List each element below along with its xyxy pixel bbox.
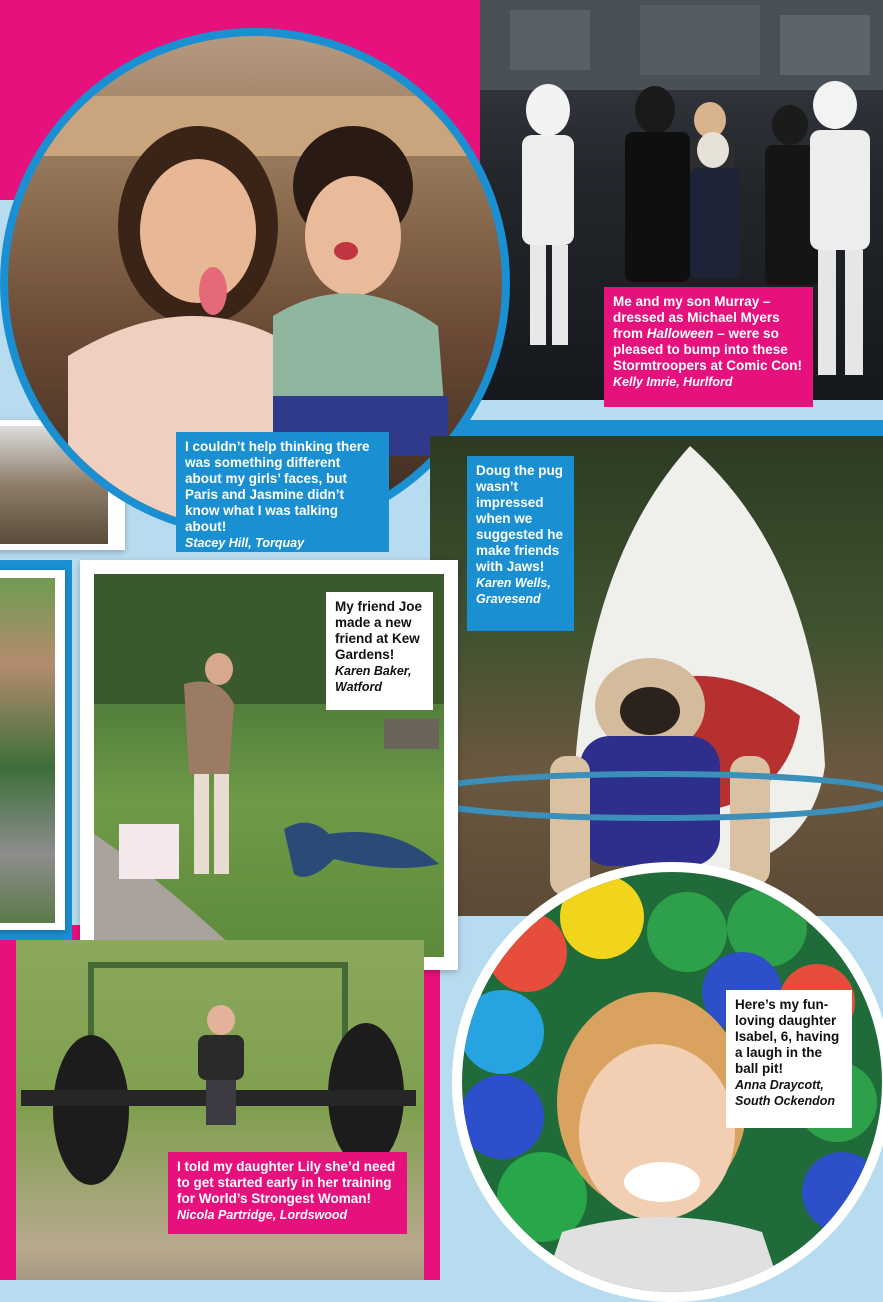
stormtroopers-caption-part-2: – were so pleased to bump into these Stormtroopers at Comic Con! [613, 326, 803, 373]
film-title: Halloween [646, 326, 714, 341]
girls-faces-credit: Stacey Hill, Torquay [185, 536, 305, 550]
partial-photo-left-middle-image [0, 578, 55, 923]
ball-pit-caption [726, 990, 852, 1128]
kew-peacock-caption-text: My friend Joe made a new friend at Kew Gardens! [335, 599, 423, 662]
stormtroopers-caption-text [613, 294, 802, 373]
ball-pit-caption-text: Here’s my fun-loving daughter Isabel, 6, having a laugh in the ball pit! [735, 997, 840, 1076]
kew-peacock-credit: Karen Baker, Watford [335, 664, 412, 694]
partial-photo-left-middle [0, 570, 65, 930]
kew-peacock-caption [326, 592, 433, 710]
ball-pit-credit: Anna Draycott, South Ockendon [735, 1078, 835, 1108]
girls-faces-caption-text: I couldn’t help thinking there was something different about my girls’ faces, but Paris and Jasmine didn’t know what I was talking about! [185, 439, 370, 534]
strongest-woman-caption [168, 1152, 407, 1234]
pug-jaws-caption [467, 456, 574, 631]
blue-block-right [430, 420, 883, 436]
pug-jaws-credit: Karen Wells, Gravesend [476, 576, 551, 606]
girls-faces-caption [176, 432, 389, 552]
stormtroopers-caption [604, 287, 813, 407]
stormtroopers-credit: Kelly Imrie, Hurlford [613, 375, 733, 389]
strongest-woman-caption-text: I told my daughter Lily she’d need to get started early in her training for World’s Strongest Woman! [177, 1159, 396, 1206]
pug-jaws-caption-text: Doug the pug wasn’t impressed when we suggested he make friends with Jaws! [476, 463, 564, 574]
strongest-woman-credit: Nicola Partridge, Lordswood [177, 1208, 348, 1222]
stormtroopers-caption-part-1: Me and my son Murray – dressed as Michael Myers from [613, 294, 780, 341]
